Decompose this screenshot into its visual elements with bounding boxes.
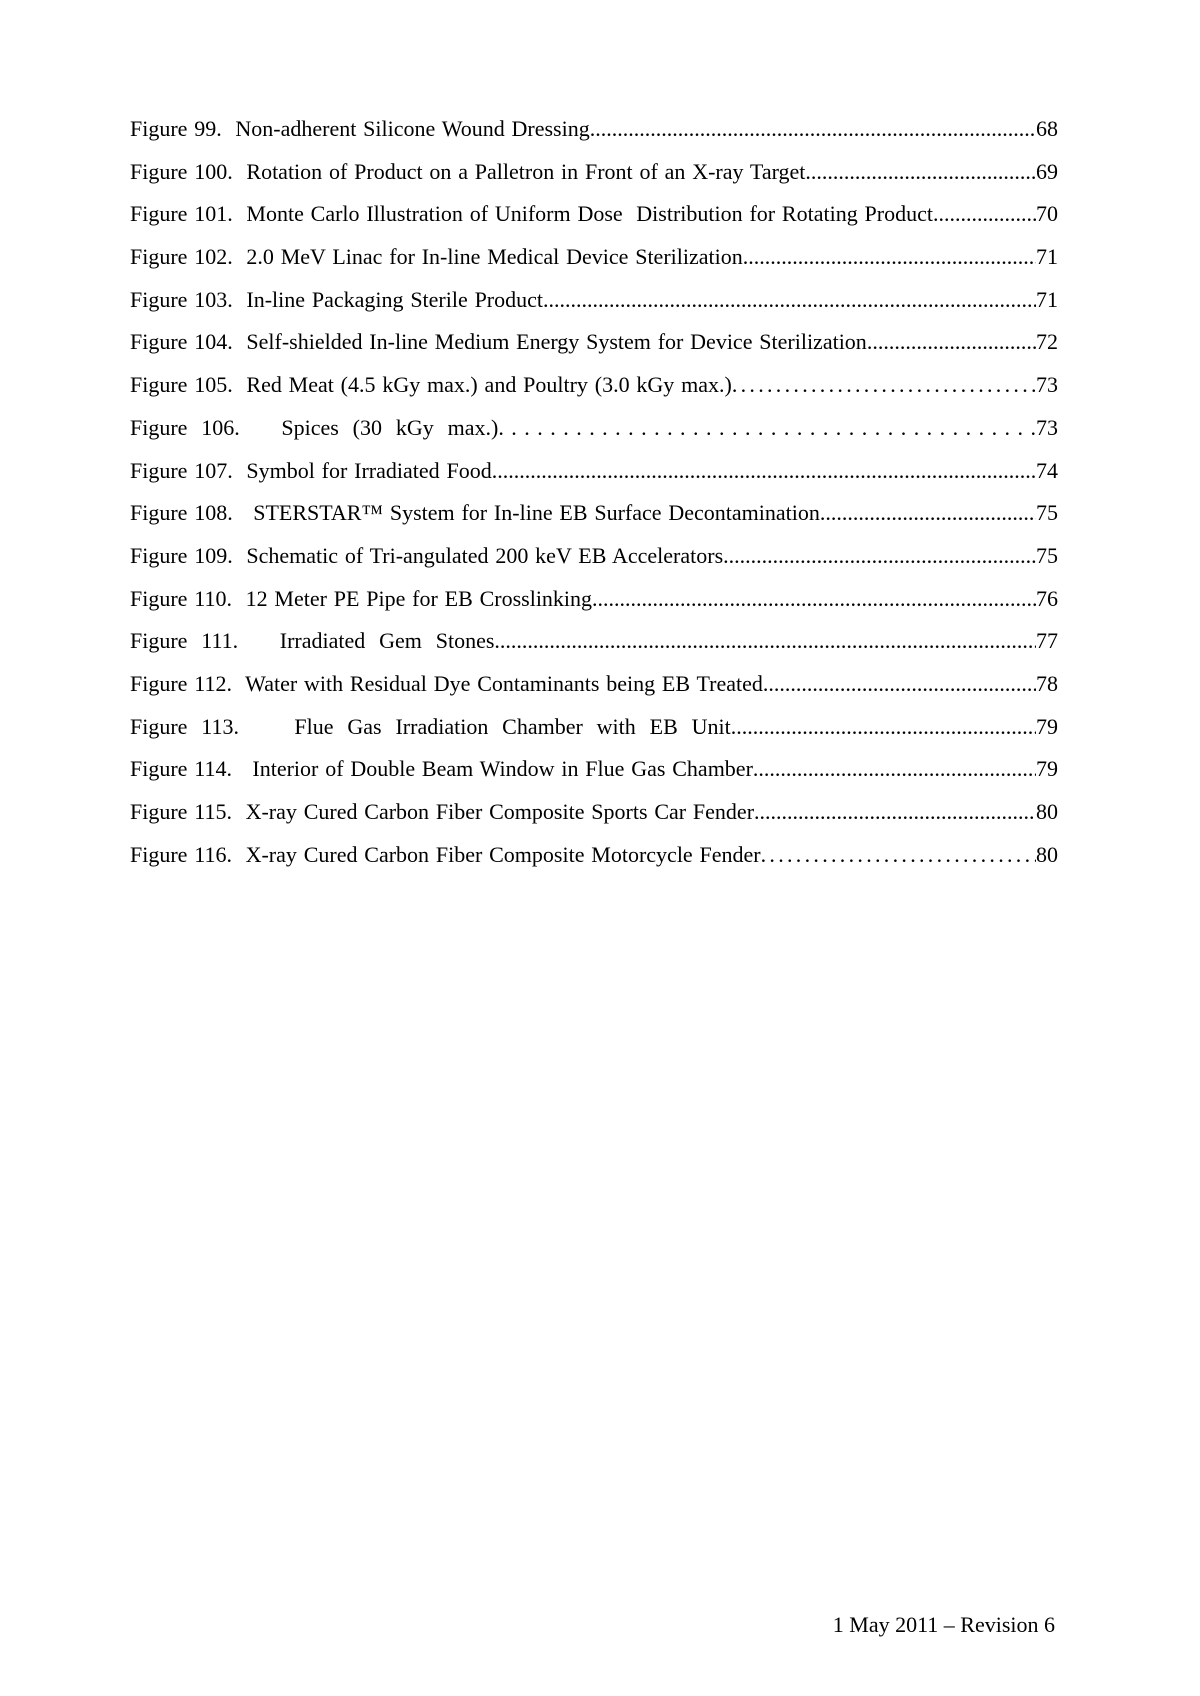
figure-entry [130, 706, 1058, 749]
dot-leader [492, 450, 1036, 493]
figure-entry-label: Figure 114. Interior of Double Beam Window in Flue Gas Chamber [130, 756, 753, 782]
footer-revision-text: 1 May 2011 – Revision 6 [832, 1612, 1055, 1637]
dot-leader [732, 364, 1036, 407]
dot-leader [498, 407, 1036, 450]
figure-entry-label: Figure 112. Water with Residual Dye Contaminants being EB Treated [130, 670, 763, 696]
figure-entry [130, 407, 1058, 450]
figure-entry-label: Figure 113. Flue Gas Irradiation Chamber with EB Unit [130, 713, 731, 739]
dot-leader [820, 492, 1036, 535]
figure-entry [130, 791, 1058, 834]
dot-leader [933, 193, 1036, 236]
footer [833, 1612, 1055, 1638]
dot-leader [543, 279, 1036, 322]
dot-leader [753, 748, 1036, 791]
figure-entry-label: Figure 103. In-line Packaging Sterile Product [130, 286, 544, 312]
figure-entry [130, 492, 1058, 535]
figure-entry-page: 80 [1036, 799, 1058, 824]
dot-leader [743, 236, 1036, 279]
figure-entry-label: Figure 104. Self-shielded In-line Medium Energy System for Device Sterilization [130, 329, 867, 355]
dot-leader [763, 663, 1036, 706]
figure-entry-page: 69 [1036, 158, 1058, 184]
dot-leader [754, 791, 1036, 834]
dot-leader [805, 151, 1036, 194]
figure-entry [130, 279, 1058, 322]
figure-entry-label: Figure 109. Schematic of Tri-angulated 200 keV EB Accelerators [130, 542, 724, 568]
figure-entry [130, 364, 1058, 407]
figure-entry-page: 72 [1036, 329, 1058, 355]
figure-entry-page: 79 [1036, 713, 1058, 739]
figure-entry-label: Figure 102. 2.0 MeV Linac for In-line Medical Device Sterilization [130, 244, 743, 270]
figure-entry [130, 663, 1058, 706]
figure-entry-page: 75 [1036, 500, 1058, 526]
figure-entry-page: 73 [1036, 414, 1058, 440]
dot-leader [494, 620, 1036, 663]
figure-entry-page: 79 [1036, 756, 1058, 782]
figure-entry [130, 535, 1058, 578]
figure-entry [130, 834, 1058, 877]
figure-entry-label: Figure 106. Spices (30 kGy max.) [130, 414, 499, 440]
figure-entry-label: Figure 101. Monte Carlo Illustration of Uniform Dose Distribution for Rotating Product [130, 201, 933, 227]
figure-entry-page: 77 [1036, 628, 1058, 654]
figure-entry [130, 193, 1058, 236]
figure-entry-label: Figure 108. STERSTAR™ System for In-line EB Surface Decontamination [130, 500, 820, 526]
figure-entry-page: 80 [1036, 841, 1058, 867]
figure-entry [130, 108, 1058, 151]
figure-entry-page: 75 [1036, 542, 1058, 568]
figure-entry-label: Figure 99. Non-adherent Silicone Wound Dressing [130, 116, 590, 141]
figure-entry [130, 450, 1058, 493]
figure-entry [130, 151, 1058, 194]
figure-entry-page: 78 [1036, 670, 1058, 696]
figure-entry-label: Figure 100. Rotation of Product on a Palletron in Front of an X-ray Target [130, 158, 806, 184]
figure-entry-page: 68 [1036, 116, 1058, 141]
figure-entry-page: 76 [1036, 585, 1058, 611]
figure-entry [130, 620, 1058, 663]
dot-leader [723, 535, 1036, 578]
figure-entry [130, 578, 1058, 621]
figure-entry-label: Figure 115. X-ray Cured Carbon Fiber Composite Sports Car Fender [130, 799, 755, 824]
figure-entry [130, 748, 1058, 791]
figure-entry-page: 71 [1036, 244, 1058, 270]
figure-entry-label: Figure 116. X-ray Cured Carbon Fiber Composite Motorcycle Fender [130, 841, 761, 867]
dot-leader [590, 108, 1036, 151]
figure-entry-label: Figure 107. Symbol for Irradiated Food [130, 457, 492, 483]
figure-entry [130, 321, 1058, 364]
figure-entry-page: 70 [1036, 201, 1058, 227]
figures-list [130, 108, 1058, 876]
dot-leader [867, 321, 1036, 364]
figure-entry-label: Figure 105. Red Meat (4.5 kGy max.) and Poultry (3.0 kGy max.) [130, 372, 732, 398]
figure-entry-label: Figure 110. 12 Meter PE Pipe for EB Crosslinking [130, 585, 593, 611]
dot-leader [592, 578, 1036, 621]
figure-entry [130, 236, 1058, 279]
figure-entry-page: 74 [1036, 457, 1058, 483]
dot-leader [731, 706, 1036, 749]
dot-leader [761, 834, 1036, 877]
figure-entry-label: Figure 111. Irradiated Gem Stones [130, 628, 495, 654]
figure-entry-page: 71 [1036, 286, 1058, 312]
figure-entry-page: 73 [1036, 372, 1058, 398]
